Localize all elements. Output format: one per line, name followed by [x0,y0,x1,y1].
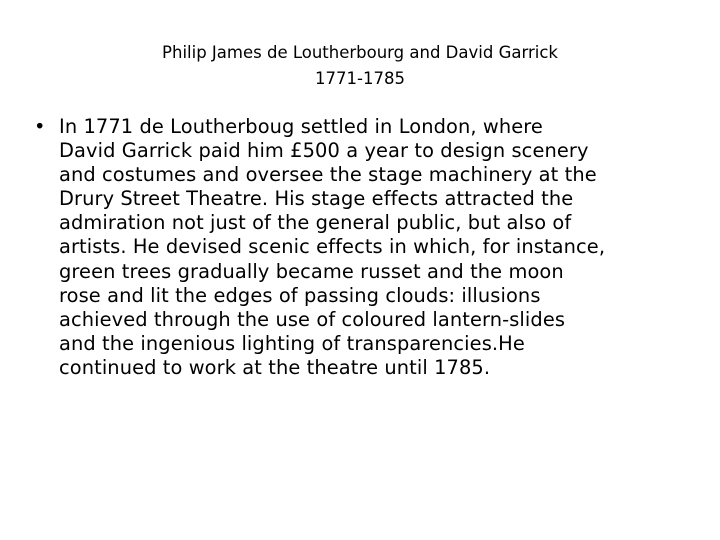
slide-body [36,115,691,380]
bullet-line-1: In 1771 de Loutherboug settled in London, where [59,115,543,138]
bullet-line-11: continued to work at the theatre until 1785. [59,355,491,379]
bullet-line-4: Drury Street Theatre. His stage effects attracted the [59,187,574,211]
bullet-line-9: achieved through the use of coloured lantern-slides [59,307,566,331]
bullet-dot-icon: • [34,115,46,138]
bullet-line-3: and costumes and oversee the stage machinery at the [59,163,597,187]
bullet-item [36,115,691,380]
title-line-2: 1771-1785 [315,69,405,88]
bullet-line-7: green trees gradually became russet and the moon [59,259,564,283]
slide-title [0,40,720,92]
bullet-line-2: David Garrick paid him £500 a year to design scenery [59,139,589,163]
bullet-line-6: artists. He devised scenic effects in which, for instance, [59,235,606,259]
bullet-line-5: admiration not just of the general public, but also of [59,211,572,235]
title-line-1: Philip James de Loutherbourg and David Garrick [162,43,558,62]
bullet-line-10: and the ingenious lighting of transparencies.He [59,331,525,355]
bullet-line-8: rose and lit the edges of passing clouds: illusions [59,283,541,307]
